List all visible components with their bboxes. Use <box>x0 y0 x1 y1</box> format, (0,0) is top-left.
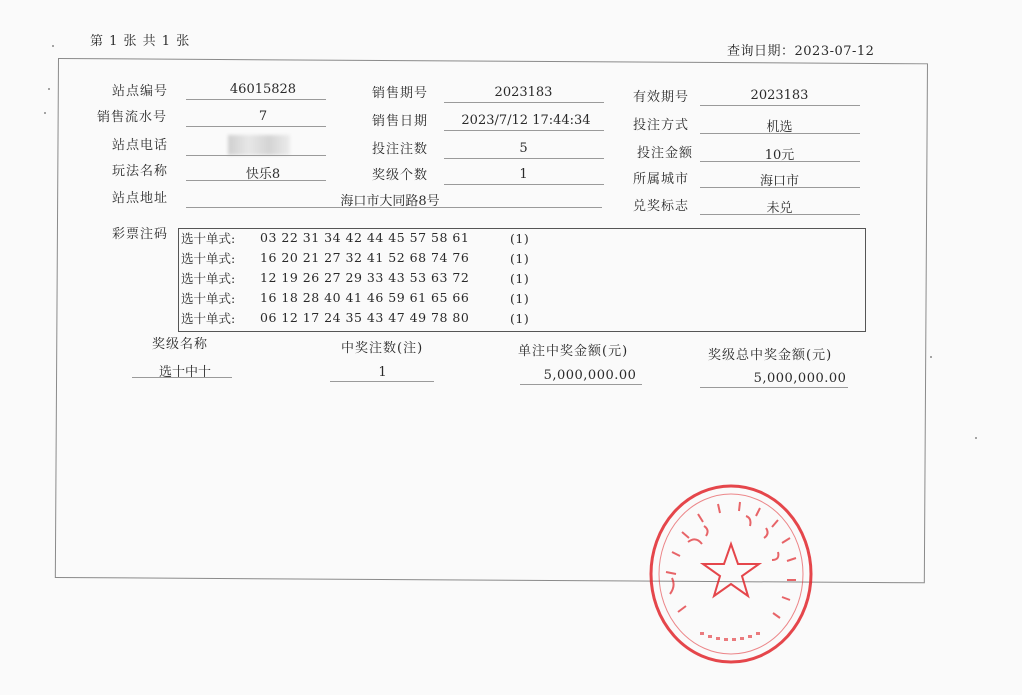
valid-period-label: 有效期号 <box>633 90 690 105</box>
underline <box>520 384 642 385</box>
redeem-label: 兑奖标志 <box>633 199 690 214</box>
game-name-value: 快乐8 <box>245 167 281 182</box>
serial-no-label: 销售流水号 <box>97 110 168 125</box>
underline <box>444 130 604 131</box>
scan-speck <box>52 45 54 47</box>
code-row-numbers: 16 18 28 40 41 46 59 61 65 66 <box>260 290 470 305</box>
scan-speck <box>44 112 46 114</box>
prize-count-value: 1 <box>519 167 528 182</box>
underline <box>186 155 326 156</box>
official-seal-stamp <box>648 482 814 666</box>
prize-row-unit-amount: 5,000,000.00 <box>543 368 637 383</box>
code-row-multiplier: (1) <box>510 311 530 326</box>
code-row-type: 选十单式: <box>181 251 236 266</box>
underline <box>444 158 604 159</box>
prize-row-count: 1 <box>378 365 387 380</box>
code-row-type: 选十单式: <box>181 291 236 306</box>
station-no-value: 46015828 <box>229 82 297 97</box>
underline <box>700 133 860 134</box>
underline <box>700 161 860 162</box>
code-row-type: 选十单式: <box>181 311 236 326</box>
underline <box>444 184 604 185</box>
redacted-phone <box>228 135 290 155</box>
sale-period-label: 销售期号 <box>372 86 429 101</box>
city-label: 所属城市 <box>633 172 690 187</box>
underline <box>186 180 326 181</box>
bet-amount-label: 投注金额 <box>637 146 694 161</box>
address-value: 海口市大同路8号 <box>340 194 440 209</box>
bet-count-value: 5 <box>519 141 528 156</box>
scan-speck <box>975 437 977 439</box>
bet-amount-value: 10元 <box>764 148 795 163</box>
station-phone-label: 站点电话 <box>112 138 169 153</box>
sale-date-label: 销售日期 <box>372 114 429 129</box>
prize-header-name: 奖级名称 <box>152 337 209 352</box>
underline <box>186 126 326 127</box>
underline <box>700 105 860 106</box>
valid-period-value: 2023183 <box>750 88 809 103</box>
underline <box>700 187 860 188</box>
query-date: 查询日期：2023-07-12 <box>727 44 875 59</box>
code-row-type: 选十单式: <box>181 231 236 246</box>
city-value: 海口市 <box>759 174 799 189</box>
page-info: 第 1 张 共 1 张 <box>90 34 191 49</box>
codes-label: 彩票注码 <box>112 227 169 242</box>
redeem-value: 未兑 <box>766 201 793 216</box>
underline <box>444 102 604 103</box>
code-row-multiplier: (1) <box>510 231 530 246</box>
scan-speck <box>48 88 50 90</box>
underline <box>700 387 848 388</box>
serial-no-value: 7 <box>258 109 268 124</box>
underline <box>330 381 434 382</box>
sale-date-value: 2023/7/12 17:44:34 <box>461 113 591 128</box>
prize-header-count: 中奖注数(注) <box>341 341 424 356</box>
code-row-type: 选十单式: <box>181 271 236 286</box>
code-row-numbers: 03 22 31 34 42 44 45 57 58 61 <box>260 230 470 245</box>
code-row-numbers: 12 19 26 27 29 33 43 53 63 72 <box>260 270 470 285</box>
underline <box>186 207 602 208</box>
underline <box>132 377 232 378</box>
code-row-numbers: 06 12 17 24 35 43 47 49 78 80 <box>260 310 470 325</box>
underline <box>700 214 860 215</box>
prize-count-label: 奖级个数 <box>372 168 429 183</box>
station-no-label: 站点编号 <box>112 84 169 99</box>
prize-row-total-amount: 5,000,000.00 <box>753 371 847 386</box>
game-name-label: 玩法名称 <box>112 164 169 179</box>
prize-header-total: 奖级总中奖金额(元) <box>708 348 833 363</box>
prize-header-unit: 单注中奖金额(元) <box>518 344 629 359</box>
prize-row-name: 选十中十 <box>158 365 211 380</box>
code-row-multiplier: (1) <box>510 291 530 306</box>
address-label: 站点地址 <box>112 191 169 206</box>
sale-period-value: 2023183 <box>494 85 553 100</box>
code-row-multiplier: (1) <box>510 251 530 266</box>
code-row-multiplier: (1) <box>510 271 530 286</box>
code-row-numbers: 16 20 21 27 32 41 52 68 74 76 <box>260 250 470 265</box>
underline <box>186 99 326 100</box>
bet-method-value: 机选 <box>766 120 793 135</box>
bet-count-label: 投注注数 <box>372 142 429 157</box>
bet-method-label: 投注方式 <box>633 118 690 133</box>
scan-speck <box>930 356 932 358</box>
